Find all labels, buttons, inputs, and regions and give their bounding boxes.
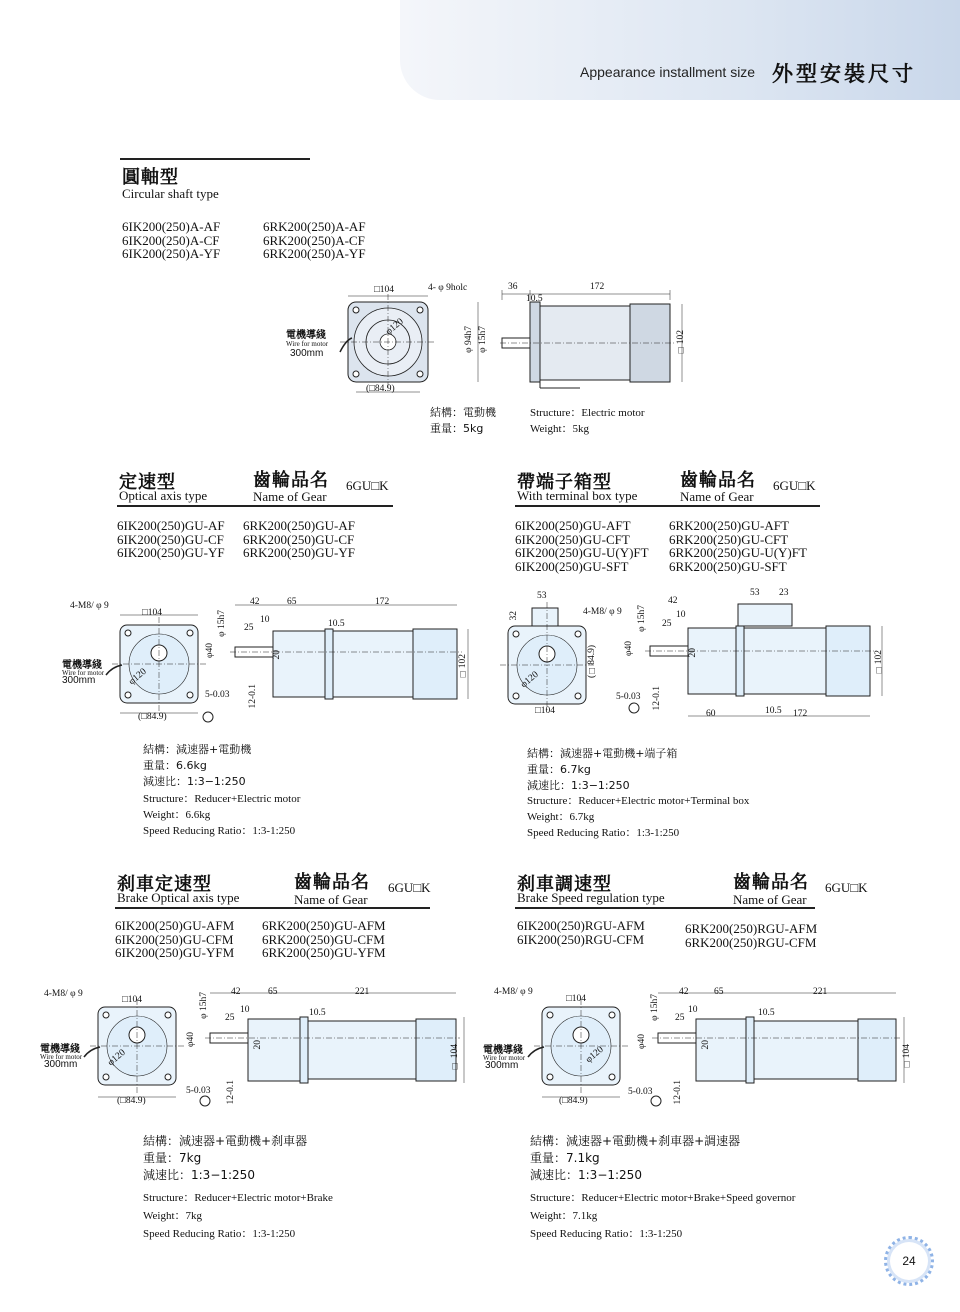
model-label: 6IK200(250)A-AF (122, 219, 221, 234)
spec-ratio: 減速比：1:3−1:250 (143, 775, 246, 788)
model-label: 6IK200(250)GU-YF (117, 545, 225, 561)
bs-dim-d221: 221 (813, 987, 828, 997)
circ-dim-d94h7: φ 94h7 (464, 326, 474, 353)
bo-dim-d120: φ120 (106, 1047, 128, 1069)
bo-dim-d15h7: φ 15h7 (199, 992, 209, 1019)
brake-optical-gear-cn: 齒輪品名 (294, 872, 370, 893)
opt-dim-bolts: 4-M8/ φ 9 (70, 601, 109, 611)
spec-ratio: 減速比：1:3−1:250 (143, 1168, 255, 1182)
model-label: 6IK200(250)GU-U(Y)FT (515, 545, 649, 561)
opt-wire-len: 300mm (62, 675, 96, 686)
term-dim-d172: 172 (793, 709, 808, 719)
term-dim-key: 5-0.03 (616, 692, 641, 702)
brake-speed-gear-en: Name of Gear (733, 892, 807, 907)
brake-optical-gear-en: Name of Gear (294, 892, 368, 907)
model-label: 6IK200(250)GU-YFM (115, 945, 235, 961)
model-label: 6RK200(250)GU-CF (243, 531, 355, 547)
bs-wire-en: Wire for motor (483, 1054, 526, 1062)
model-label: 6RK200(250)A-AF (263, 219, 366, 234)
spec-struct: Structure：Reducer+Electric motor (143, 793, 301, 805)
model-label: 6IK200(250)GU-CFT (515, 531, 630, 547)
model-label: 6RK200(250)A-CF (263, 232, 365, 248)
terminal-title-en: With terminal box type (517, 488, 638, 503)
spec-weight: Weight：6.6kg (143, 809, 211, 821)
circ-dim-d15h7: φ 15h7 (478, 326, 488, 353)
terminal-gear-code: 6GU□K (773, 478, 816, 493)
term-dim-d23: 23 (779, 588, 789, 598)
bo-dim-key2: 12-0.1 (226, 1080, 236, 1105)
bo-dim-d105: 10.5 (309, 1008, 326, 1018)
bo-dim-d221: 221 (355, 987, 370, 997)
opt-dim-d172: 172 (375, 597, 390, 607)
brake-speed-models-ik (517, 919, 645, 946)
spec-ratio: Speed Reducing Ratio：1:3-1:250 (530, 1228, 683, 1240)
term-dim-d42: 42 (668, 596, 678, 606)
circular-title-cn: 圓軸型 (122, 167, 179, 188)
spec-weight: 重量：6.6kg (143, 759, 207, 772)
model-label: 6RK200(250)GU-CFM (262, 931, 385, 947)
model-label: 6IK200(250)A-CF (122, 232, 220, 248)
spec-ratio: Speed Reducing Ratio：1:3-1:250 (143, 825, 296, 837)
optical-spec-cn (143, 742, 251, 790)
circular-rule (120, 158, 310, 160)
circular-side-drawing (470, 280, 690, 400)
circular-spec-en (530, 405, 645, 437)
spec-weight: Weight：6.7kg (527, 811, 595, 823)
model-label: 6RK200(250)GU-AFM (262, 918, 386, 933)
optical-spec-en (143, 791, 300, 839)
optical-gear-code: 6GU□K (346, 478, 389, 493)
opt-dim-d15h7: φ 15h7 (217, 610, 227, 637)
bo-dim-bolts: 4-M8/ φ 9 (44, 989, 83, 999)
term-dim-d53b: 53 (750, 588, 760, 598)
brake-speed-spec-cn (530, 1133, 740, 1184)
opt-wire-en: Wire for motor (62, 669, 105, 677)
spec-ratio: 減速比：1:3−1:250 (527, 779, 630, 792)
bs-wire-len: 300mm (485, 1060, 519, 1071)
opt-dim-d105: 10.5 (328, 619, 345, 629)
brake-optical-rule (115, 907, 430, 909)
opt-dim-d10: 10 (260, 615, 270, 625)
header-title-en: Appearance installment size (580, 64, 756, 80)
model-label: 6RK200(250)RGU-CFM (685, 934, 817, 950)
spec-struct: Structure：Reducer+Electric motor+Brake (143, 1192, 333, 1204)
spec-struct: 結構：減速器+電動機+刹車器+調速器 (530, 1134, 741, 1148)
bo-dim-d40: φ40 (186, 1032, 196, 1047)
opt-dim-sq104: □104 (142, 608, 162, 618)
model-label: 6RK200(250)GU-AFT (669, 518, 789, 533)
circular-models-ik (122, 220, 220, 261)
opt-dim-key: 5-0.03 (205, 690, 230, 700)
bo-wire-en: Wire for motor (40, 1053, 83, 1061)
brake-speed-models-rk (685, 922, 817, 949)
model-label: 6RK200(250)A-YF (263, 246, 366, 262)
opt-dim-sq849: (□84.9) (138, 712, 167, 722)
spec-weight: 重量：7.1kg (530, 1151, 600, 1165)
spec-weight: 重量：6.7kg (527, 763, 591, 776)
page-number-badge (884, 1236, 934, 1286)
brake-speed-spec-en (530, 1189, 795, 1243)
circ-dim-d105: 10.5 (526, 294, 543, 304)
bs-dim-d65: 65 (714, 987, 724, 997)
brake-optical-title-en: Brake Optical axis type (117, 890, 240, 905)
bs-dim-sq849: (□84.9) (559, 1096, 588, 1106)
circ-dim-holes: 4- φ 9holc (428, 283, 468, 293)
spec-weight: 重量：5kg (430, 422, 484, 435)
circ-wire-en: Wire for motor (286, 340, 329, 348)
bo-dim-sq104b: □ 104 (450, 1044, 460, 1071)
optical-drawing (60, 595, 480, 735)
terminal-models-ik (515, 519, 649, 573)
model-label: 6RK200(250)GU-YF (243, 545, 355, 561)
model-label: 6IK200(250)A-YF (122, 246, 221, 262)
bo-dim-d42: 42 (231, 987, 241, 997)
bo-dim-key: 5-0.03 (186, 1086, 211, 1096)
spec-weight: 重量：7kg (143, 1151, 202, 1165)
spec-struct: 結構：減速器+電動機+端子箱 (527, 747, 678, 760)
bs-dim-d40: φ40 (637, 1034, 647, 1049)
spec-struct: 結構：減速器+電動機 (143, 743, 252, 756)
brake-optical-gear-code: 6GU□K (388, 880, 431, 895)
model-label: 6RK200(250)GU-SFT (669, 558, 787, 574)
bs-dim-sq104: □104 (566, 994, 586, 1004)
terminal-title-cn: 帶端子箱型 (517, 472, 612, 493)
optical-title-cn: 定速型 (119, 472, 176, 493)
brake-optical-title-cn: 刹車定速型 (117, 874, 212, 895)
term-dim-d20: 20 (688, 648, 698, 658)
bo-wire-len: 300mm (44, 1059, 78, 1070)
bs-dim-sq104b: □104 (902, 1044, 912, 1069)
spec-struct: Structure：Reducer+Electric motor+Terminal box (527, 795, 750, 807)
spec-struct: Structure：Electric motor (530, 407, 645, 419)
model-label: 6IK200(250)RGU-AFM (517, 918, 645, 933)
model-label: 6RK200(250)GU-CFT (669, 531, 789, 547)
opt-dim-d20: 20 (272, 650, 282, 660)
circ-dim-d172: 172 (590, 282, 605, 292)
term-dim-d120: φ120 (519, 669, 541, 691)
terminal-spec-en (527, 793, 749, 841)
brake-optical-models-ik (115, 919, 234, 960)
optical-title-en: Optical axis type (119, 488, 208, 503)
bo-dim-sq104: □104 (122, 995, 142, 1005)
opt-dim-d40: φ40 (205, 643, 215, 658)
circ-dim-d120: φ120 (384, 316, 406, 338)
brake-speed-gear-code: 6GU□K (825, 880, 868, 895)
term-dim-d105: 10.5 (765, 706, 782, 716)
model-label: 6IK200(250)GU-CF (117, 531, 224, 547)
bo-dim-d20: 20 (253, 1040, 263, 1050)
circ-wire-cn: 電機導綫 (286, 330, 326, 341)
spec-weight: Weight：5kg (530, 423, 589, 435)
model-label: 6RK200(250)GU-AF (243, 518, 355, 533)
term-dim-d53: 53 (537, 591, 547, 601)
model-label: 6RK200(250)GU-U(Y)FT (669, 545, 807, 561)
opt-dim-d42: 42 (250, 597, 260, 607)
term-dim-key2: 12-0.1 (652, 686, 662, 711)
optical-gear-en: Name of Gear (253, 489, 327, 504)
term-dim-d40: φ40 (624, 641, 634, 656)
bo-dim-d25: 25 (225, 1013, 235, 1023)
bs-dim-d105: 10.5 (758, 1008, 775, 1018)
model-label: 6IK200(250)RGU-CFM (517, 931, 645, 947)
bs-dim-d15h7: φ 15h7 (650, 994, 660, 1021)
bs-dim-d25: 25 (675, 1013, 685, 1023)
opt-dim-key2: 12-0.1 (248, 684, 258, 709)
brake-speed-gear-cn: 齒輪品名 (733, 872, 809, 893)
optical-gear-cn: 齒輪品名 (253, 470, 329, 491)
circular-models-rk (263, 220, 366, 261)
spec-ratio: Speed Reducing Ratio：1:3-1:250 (527, 827, 680, 839)
model-label: 6IK200(250)GU-SFT (515, 558, 629, 574)
bo-dim-d10: 10 (240, 1005, 250, 1015)
terminal-gear-en: Name of Gear (680, 489, 754, 504)
circular-title-en: Circular shaft type (122, 186, 219, 201)
page-number: 24 (902, 1254, 916, 1268)
term-dim-sq849: (□84.9) (587, 645, 597, 678)
model-label: 6RK200(250)RGU-AFM (685, 921, 818, 936)
bo-dim-d65: 65 (268, 987, 278, 997)
bs-dim-key: 5-0.03 (628, 1087, 653, 1097)
spec-ratio: Speed Reducing Ratio：1:3-1:250 (143, 1228, 296, 1240)
bs-dim-d20: 20 (701, 1040, 711, 1050)
spec-struct: 結構：減速器+電動機+刹車器 (143, 1134, 308, 1148)
optical-models-rk (243, 519, 355, 560)
term-dim-bolts: 4-M8/ φ 9 (583, 607, 622, 617)
circ-dim-sq104: □104 (374, 285, 394, 295)
term-dim-d32: 32 (509, 611, 519, 621)
model-label: 6IK200(250)GU-CFM (115, 931, 234, 947)
term-dim-sq102: □102 (874, 650, 884, 675)
circ-dim-sq849: (□84.9) (366, 384, 395, 394)
circular-spec-cn (430, 405, 496, 437)
bo-dim-sq849: (□84.9) (117, 1096, 146, 1106)
term-dim-d15h7: φ 15h7 (637, 605, 647, 632)
brake-optical-spec-cn (143, 1133, 307, 1184)
terminal-spec-cn (527, 746, 677, 794)
brake-speed-title-cn: 刹車調速型 (517, 874, 612, 895)
circ-dim-d36: 36 (508, 282, 518, 292)
bs-wire-cn: 電機導綫 (483, 1045, 523, 1056)
opt-dim-d25: 25 (244, 623, 254, 633)
bs-dim-bolts: 4-M8/ φ 9 (494, 987, 533, 997)
model-label: 6RK200(250)GU-YFM (262, 945, 386, 961)
brake-speed-title-en: Brake Speed regulation type (517, 890, 665, 905)
opt-dim-d120: φ120 (127, 666, 149, 688)
brake-optical-drawing (40, 985, 480, 1115)
opt-dim-d65: 65 (287, 597, 297, 607)
opt-wire-cn: 電機導綫 (62, 660, 102, 671)
model-label: 6IK200(250)GU-AFT (515, 518, 631, 533)
spec-weight: Weight：7.1kg (530, 1210, 598, 1222)
optical-models-ik (117, 519, 225, 560)
circ-wire-len: 300mm (290, 348, 324, 359)
spec-ratio: 減速比：1:3−1:250 (530, 1168, 642, 1182)
model-label: 6IK200(250)GU-AF (117, 518, 225, 533)
bs-dim-key2: 12-0.1 (673, 1080, 683, 1105)
term-dim-d10: 10 (676, 610, 686, 620)
terminal-models-rk (669, 519, 807, 573)
brake-optical-spec-en (143, 1189, 333, 1243)
bo-wire-cn: 電機導綫 (40, 1044, 80, 1055)
bs-dim-d120: φ120 (584, 1044, 606, 1066)
circ-dim-sq102: □102 (676, 330, 686, 355)
bs-dim-d10: 10 (688, 1005, 698, 1015)
term-dim-sq104: □104 (535, 706, 555, 716)
spec-weight: Weight：7kg (143, 1210, 202, 1222)
model-label: 6IK200(250)GU-AFM (115, 918, 235, 933)
spec-struct: 結構：電動機 (430, 406, 496, 419)
brake-speed-rule (515, 907, 815, 909)
term-dim-d60: 60 (706, 709, 716, 719)
header-title-cn: 外型安裝尺寸 (772, 62, 916, 86)
terminal-rule (515, 505, 820, 507)
term-dim-d25: 25 (662, 619, 672, 629)
brake-speed-drawing (480, 985, 920, 1115)
brake-optical-models-rk (262, 919, 386, 960)
bs-dim-d42: 42 (679, 987, 689, 997)
optical-rule (117, 505, 393, 507)
terminal-gear-cn: 齒輪品名 (680, 470, 756, 491)
opt-dim-sq102: □102 (458, 654, 468, 679)
spec-struct: Structure：Reducer+Electric motor+Brake+Speed governor (530, 1192, 796, 1204)
